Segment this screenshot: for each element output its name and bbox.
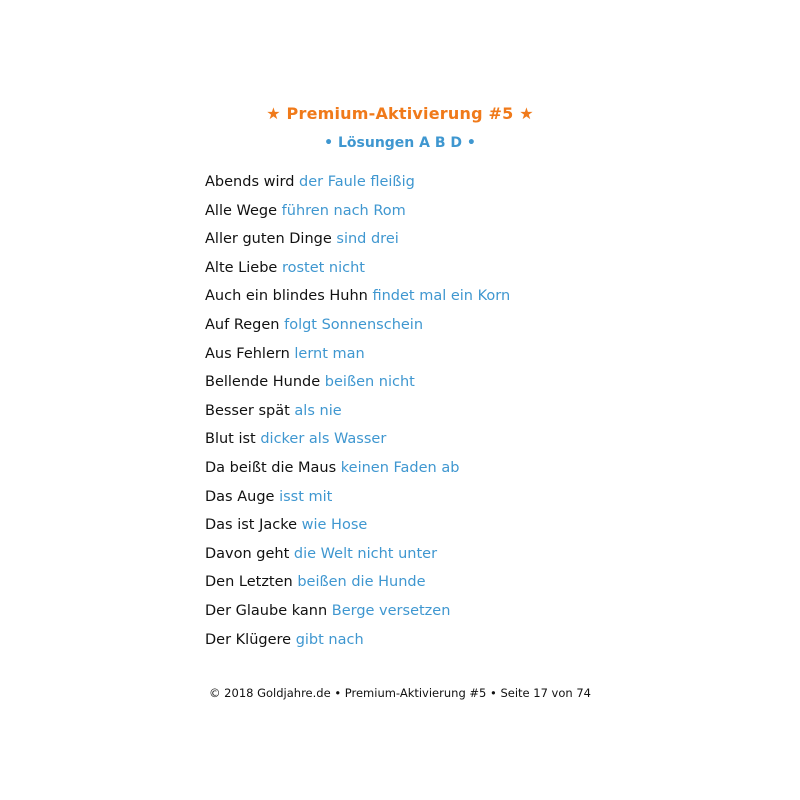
proverb-end: wie Hose: [301, 517, 368, 534]
proverb-end: isst mit: [279, 488, 333, 505]
proverb-row: [205, 370, 765, 399]
proverb-row: [205, 570, 765, 599]
proverb-end: beißen die Hunde: [297, 574, 426, 591]
page-footer: © 2018 Goldjahre.de • Premium-Aktivierung #5 • Seite 17 von 74: [209, 686, 591, 700]
proverb-start: Aus Fehlern: [205, 345, 290, 362]
proverb-end: führen nach Rom: [281, 202, 406, 219]
proverb-start: Auf Regen: [205, 316, 280, 333]
proverb-row: [205, 542, 765, 571]
proverb-end: lernt man: [294, 345, 365, 362]
proverb-end: sind drei: [336, 231, 399, 248]
proverb-start: Der Klügere: [205, 631, 292, 648]
proverb-start: Davon geht: [205, 545, 290, 562]
proverb-row: [205, 313, 765, 342]
proverb-row: [205, 342, 765, 371]
proverb-end: die Welt nicht unter: [293, 545, 438, 562]
proverb-row: [205, 256, 765, 285]
proverb-end: rostet nicht: [281, 259, 365, 276]
proverb-end: als nie: [294, 402, 342, 419]
proverb-row: [205, 199, 765, 228]
proverb-end: Berge versetzen: [331, 602, 451, 619]
proverb-end: folgt Sonnenschein: [284, 316, 424, 333]
proverb-start: Das Auge: [205, 488, 275, 505]
page-title: ★ Premium-Aktivierung #5 ★: [266, 104, 534, 123]
proverb-list: [205, 170, 765, 656]
proverb-end: dicker als Wasser: [260, 431, 387, 448]
page-subtitle: • Lösungen A B D •: [324, 135, 476, 151]
proverb-row: [205, 456, 765, 485]
proverb-start: Besser spät: [205, 402, 290, 419]
proverb-row: [205, 284, 765, 313]
proverb-start: Blut ist: [205, 431, 256, 448]
proverb-start: Den Letzten: [205, 574, 293, 591]
proverb-start: Das ist Jacke: [205, 517, 298, 534]
proverb-end: findet mal ein Korn: [372, 288, 511, 305]
proverb-end: gibt nach: [295, 631, 364, 648]
proverb-row: [205, 399, 765, 428]
proverb-row: [205, 513, 765, 542]
proverb-row: [205, 427, 765, 456]
proverb-end: beißen nicht: [324, 374, 415, 391]
proverb-end: der Faule fleißig: [299, 174, 415, 190]
proverb-row: [205, 599, 765, 628]
proverb-end: keinen Faden ab: [340, 459, 460, 476]
proverb-row: [205, 628, 765, 657]
proverb-start: Abends wird: [205, 174, 295, 190]
proverb-start: Aller guten Dinge: [205, 231, 332, 248]
proverb-row: [205, 485, 765, 514]
proverb-start: Da beißt die Maus: [205, 459, 337, 476]
proverb-start: Bellende Hunde: [205, 374, 321, 391]
proverb-start: Der Glaube kann: [205, 602, 328, 619]
proverb-row: [205, 170, 765, 199]
proverb-start: Auch ein blindes Huhn: [205, 288, 368, 305]
proverb-start: Alte Liebe: [205, 259, 278, 276]
proverb-row: [205, 227, 765, 256]
proverb-start: Alle Wege: [205, 202, 278, 219]
